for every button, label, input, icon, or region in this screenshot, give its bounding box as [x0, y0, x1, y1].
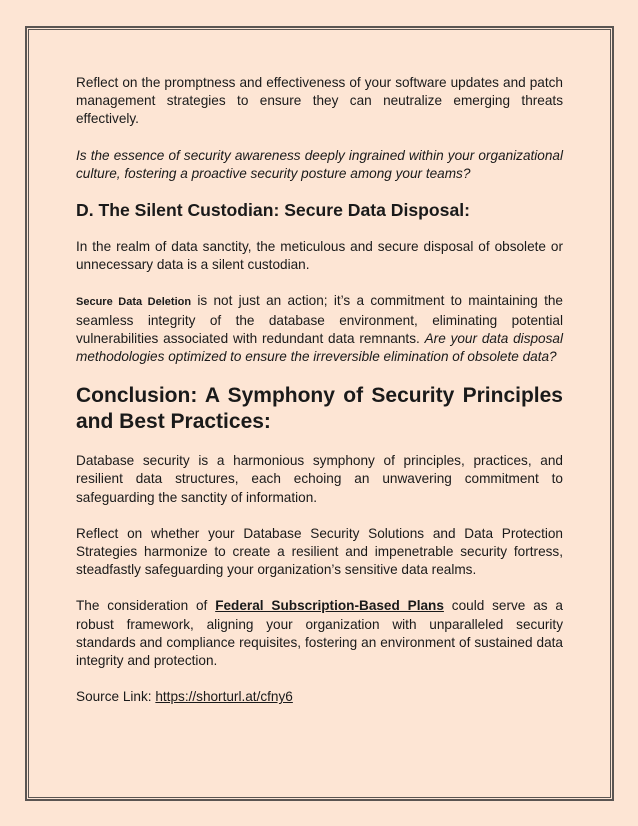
federal-plans-intro: The consideration of — [76, 598, 216, 614]
paragraph-secure-data-deletion — [76, 292, 563, 366]
paragraph-data-sanctity: In the realm of data sanctity, the meticulous and secure disposal of obsolete or unnecessary data is a silent custodian. — [76, 239, 563, 273]
paragraph-reflect-solutions: Reflect on whether your Database Security Solutions and Data Protection Strategies harmonize to create a resilient and impenetrable security fortress, steadfastly safeguarding your organization’s sensitive data realms. — [76, 525, 563, 578]
heading-secure-data-disposal: D. The Silent Custodian: Secure Data Disposal: — [76, 200, 470, 221]
term-secure-data-deletion: Secure Data Deletion — [76, 296, 192, 309]
federal-plans-link[interactable]: Federal Subscription-Based Plans — [215, 598, 444, 614]
paragraph-database-security-symphony: Database security is a harmonious symphony of principles, practices, and resilient data structures, each echoing an unwavering commitment to safeguarding the sanctity of information. — [76, 453, 563, 505]
heading-conclusion: Conclusion: A Symphony of Security Principles and Best Practices: — [76, 384, 563, 434]
paragraph-security-awareness-question: Is the essence of security awareness deeply ingrained within your organizational culture, fostering a proactive security posture among your teams? — [76, 147, 563, 181]
document-body — [76, 74, 563, 706]
source-link[interactable]: https://shorturl.at/cfny6 — [155, 689, 293, 705]
paragraph-patch-management: Reflect on the promptness and effectiveness of your software updates and patch management strategies to ensure they can neutralize emerging threats effectively. — [76, 75, 563, 127]
source-label: Source Link: — [76, 689, 156, 705]
paragraph-federal-plans — [76, 597, 563, 670]
secure-data-deletion-question: Are your data disposal methodologies optimized to ensure the irreversible elimination of obsolete data? — [76, 330, 563, 365]
source-line — [76, 688, 563, 706]
secure-data-deletion-body: is not just an action; it’s a commitment to maintaining the seamless integrity of the database environment, eliminating potential vulnerabilities associated with redundant data remnants. — [76, 293, 563, 346]
federal-plans-rest: could serve as a robust framework, aligning your organization with unparalleled security standards and compliance requisites, fostering an environment of sustained data integrity and protection. — [76, 598, 563, 669]
